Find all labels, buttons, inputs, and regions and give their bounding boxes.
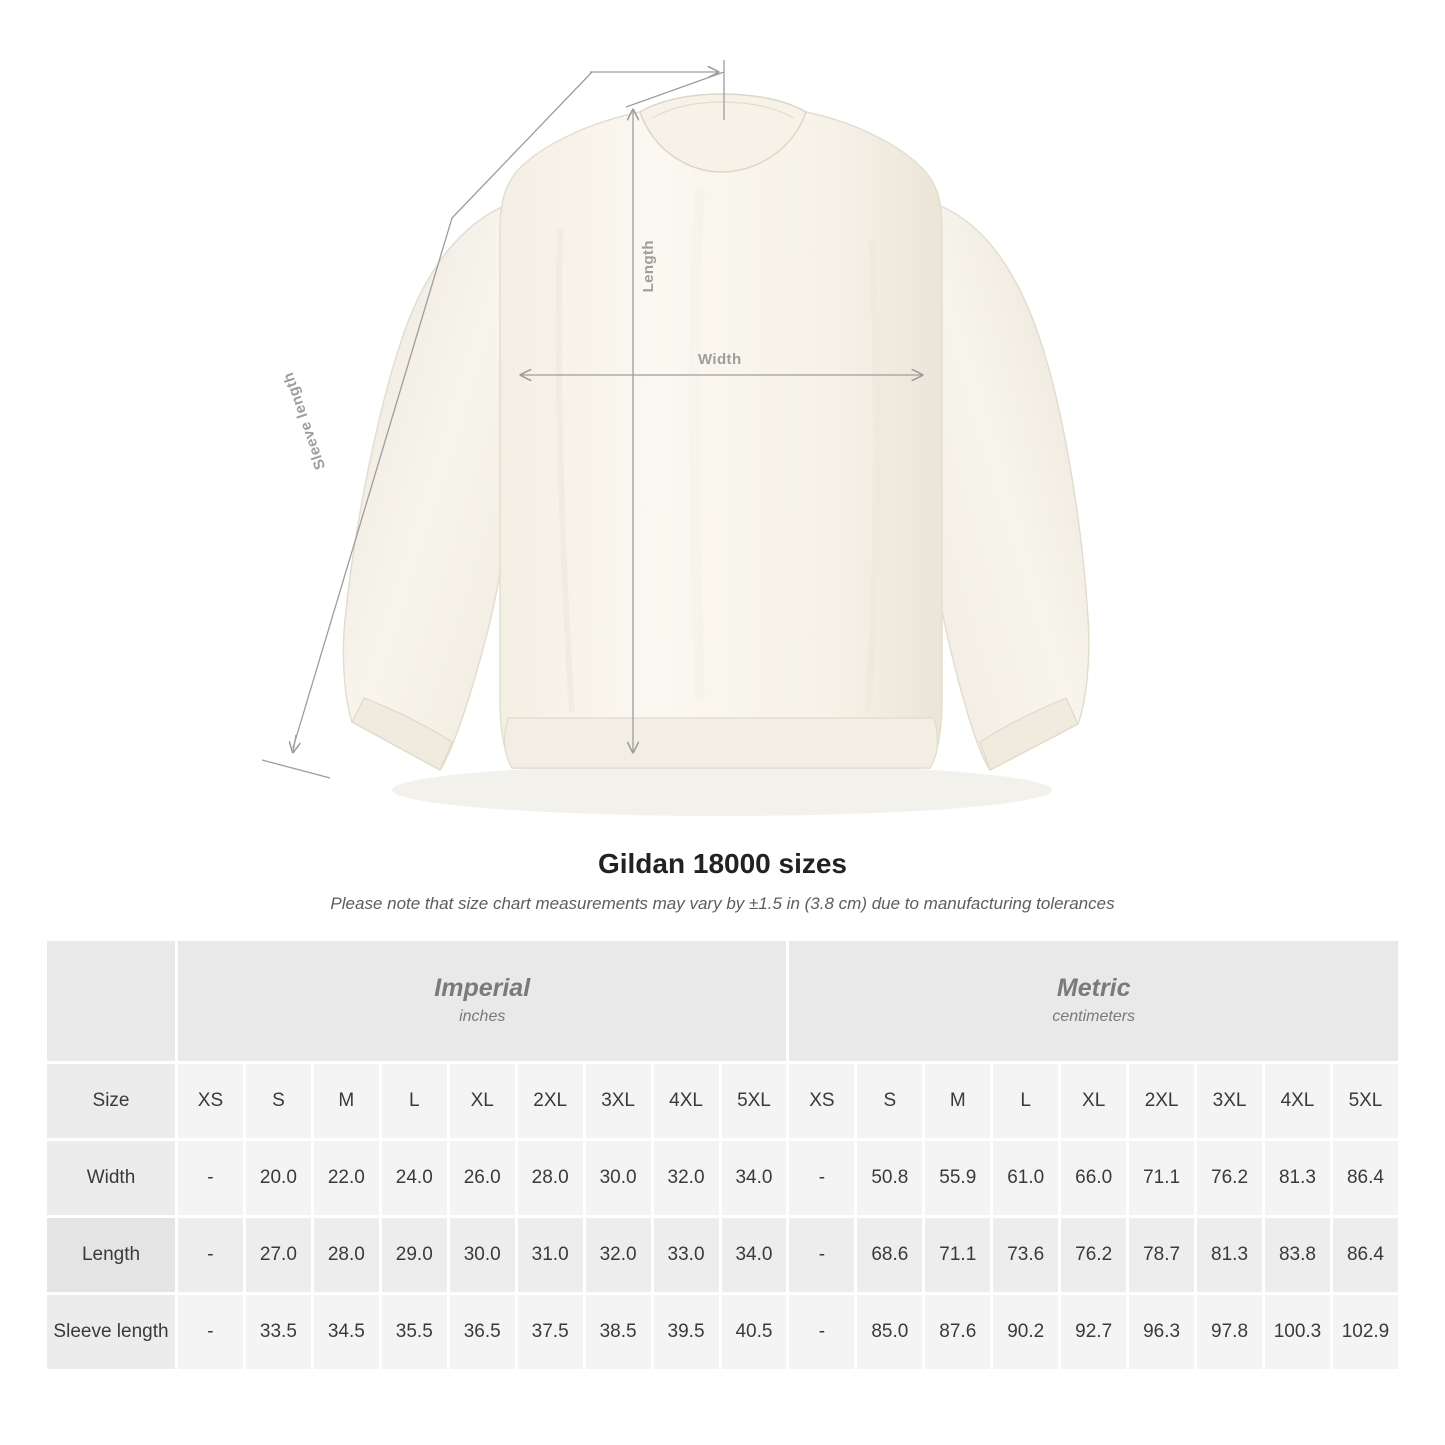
measurement-cell: 86.4 <box>1331 1140 1399 1217</box>
measurement-cell: 76.2 <box>1196 1140 1264 1217</box>
size-header-cell: 3XL <box>1196 1063 1264 1140</box>
size-header-cell: L <box>992 1063 1060 1140</box>
measurement-cell: 66.0 <box>1060 1140 1128 1217</box>
size-header-cell: 5XL <box>1331 1063 1399 1140</box>
table-row <box>46 1140 1400 1217</box>
size-header-cell: S <box>856 1063 924 1140</box>
measurement-cell: 30.0 <box>448 1217 516 1294</box>
measurement-cell: 34.0 <box>720 1140 788 1217</box>
table-row <box>46 1294 1400 1371</box>
length-dimension-label: Length <box>640 240 657 293</box>
size-header-cell: 5XL <box>720 1063 788 1140</box>
measurement-cell: 61.0 <box>992 1140 1060 1217</box>
measurement-cell: 50.8 <box>856 1140 924 1217</box>
measurement-cell: 73.6 <box>992 1217 1060 1294</box>
size-table <box>44 938 1401 1372</box>
row-label: Width <box>46 1140 177 1217</box>
measurement-cell: 97.8 <box>1196 1294 1264 1371</box>
measurement-cell: 24.0 <box>380 1140 448 1217</box>
measurement-cell: 32.0 <box>652 1140 720 1217</box>
size-header-cell: M <box>312 1063 380 1140</box>
measurement-cell: 29.0 <box>380 1217 448 1294</box>
measurement-cell: 27.0 <box>244 1217 312 1294</box>
measurement-cell: 71.1 <box>1128 1140 1196 1217</box>
measurement-cell: - <box>177 1140 245 1217</box>
unit-imperial-name: Imperial <box>434 974 531 1003</box>
size-header-cell: 2XL <box>1128 1063 1196 1140</box>
measurement-cell: 90.2 <box>992 1294 1060 1371</box>
size-header-cell: XS <box>177 1063 245 1140</box>
size-header-cell: 4XL <box>652 1063 720 1140</box>
measurement-cell: 26.0 <box>448 1140 516 1217</box>
size-header-cell: 2XL <box>516 1063 584 1140</box>
size-header-row <box>46 1063 1400 1140</box>
measurement-cell: 100.3 <box>1264 1294 1332 1371</box>
measurement-cell: 81.3 <box>1196 1217 1264 1294</box>
measurement-cell: 85.0 <box>856 1294 924 1371</box>
measurement-cell: 71.1 <box>924 1217 992 1294</box>
measurement-cell: 35.5 <box>380 1294 448 1371</box>
measurement-cell: 33.0 <box>652 1217 720 1294</box>
unit-metric-name: Metric <box>1056 974 1131 1003</box>
unit-metric-sub: centimeters <box>1052 1007 1136 1025</box>
measurement-cell: 78.7 <box>1128 1217 1196 1294</box>
measurement-cell: 38.5 <box>584 1294 652 1371</box>
measurement-cell: 22.0 <box>312 1140 380 1217</box>
unit-imperial-sub: inches <box>459 1007 506 1025</box>
measurement-cell: 40.5 <box>720 1294 788 1371</box>
measurement-cell: 96.3 <box>1128 1294 1196 1371</box>
measurement-cell: 28.0 <box>312 1217 380 1294</box>
measurement-cell: 68.6 <box>856 1217 924 1294</box>
measurement-cell: 28.0 <box>516 1140 584 1217</box>
measurement-cell: - <box>788 1140 856 1217</box>
measurement-cell: 20.0 <box>244 1140 312 1217</box>
unit-corner-cell <box>46 940 177 1063</box>
size-header-cell: S <box>244 1063 312 1140</box>
size-header-cell: 4XL <box>1264 1063 1332 1140</box>
size-table-wrapper <box>0 938 1445 1372</box>
sleeve-length-dimension-label: Sleeve length <box>279 370 330 472</box>
measurement-cell: 86.4 <box>1331 1217 1399 1294</box>
title-block <box>0 848 1445 914</box>
measurement-cell: 92.7 <box>1060 1294 1128 1371</box>
measurement-cell: 30.0 <box>584 1140 652 1217</box>
measurement-cell: 39.5 <box>652 1294 720 1371</box>
size-header-cell: L <box>380 1063 448 1140</box>
size-header-cell: XL <box>1060 1063 1128 1140</box>
size-header-cell: XL <box>448 1063 516 1140</box>
table-row <box>46 1217 1400 1294</box>
measurement-cell: 81.3 <box>1264 1140 1332 1217</box>
measurement-cell: 36.5 <box>448 1294 516 1371</box>
measurement-cell: 34.5 <box>312 1294 380 1371</box>
size-header-cell: 3XL <box>584 1063 652 1140</box>
tolerance-note: Please note that size chart measurements may vary by ±1.5 in (3.8 cm) due to manufacturing tolerances <box>330 894 1115 913</box>
measurement-cell: 55.9 <box>924 1140 992 1217</box>
measurement-cell: 33.5 <box>244 1294 312 1371</box>
unit-imperial-cell <box>177 940 788 1063</box>
measurement-cell: - <box>177 1294 245 1371</box>
width-dimension-label: Width <box>698 351 742 368</box>
measurement-cell: 32.0 <box>584 1217 652 1294</box>
row-label: Length <box>46 1217 177 1294</box>
unit-header-row <box>46 940 1400 1063</box>
page-title: Gildan 18000 sizes <box>597 848 848 879</box>
measurement-cell: - <box>788 1217 856 1294</box>
size-header-label: Size <box>46 1063 177 1140</box>
measurement-cell: 76.2 <box>1060 1217 1128 1294</box>
measurement-cell: 102.9 <box>1331 1294 1399 1371</box>
measurement-cell: - <box>788 1294 856 1371</box>
measurement-cell: 37.5 <box>516 1294 584 1371</box>
size-header-cell: M <box>924 1063 992 1140</box>
measurement-cell: - <box>177 1217 245 1294</box>
unit-metric-cell <box>788 940 1400 1063</box>
measurement-cell: 83.8 <box>1264 1217 1332 1294</box>
measurement-cell: 34.0 <box>720 1217 788 1294</box>
measurement-cell: 31.0 <box>516 1217 584 1294</box>
measurement-cell: 87.6 <box>924 1294 992 1371</box>
size-header-cell: XS <box>788 1063 856 1140</box>
row-label: Sleeve length <box>46 1294 177 1371</box>
